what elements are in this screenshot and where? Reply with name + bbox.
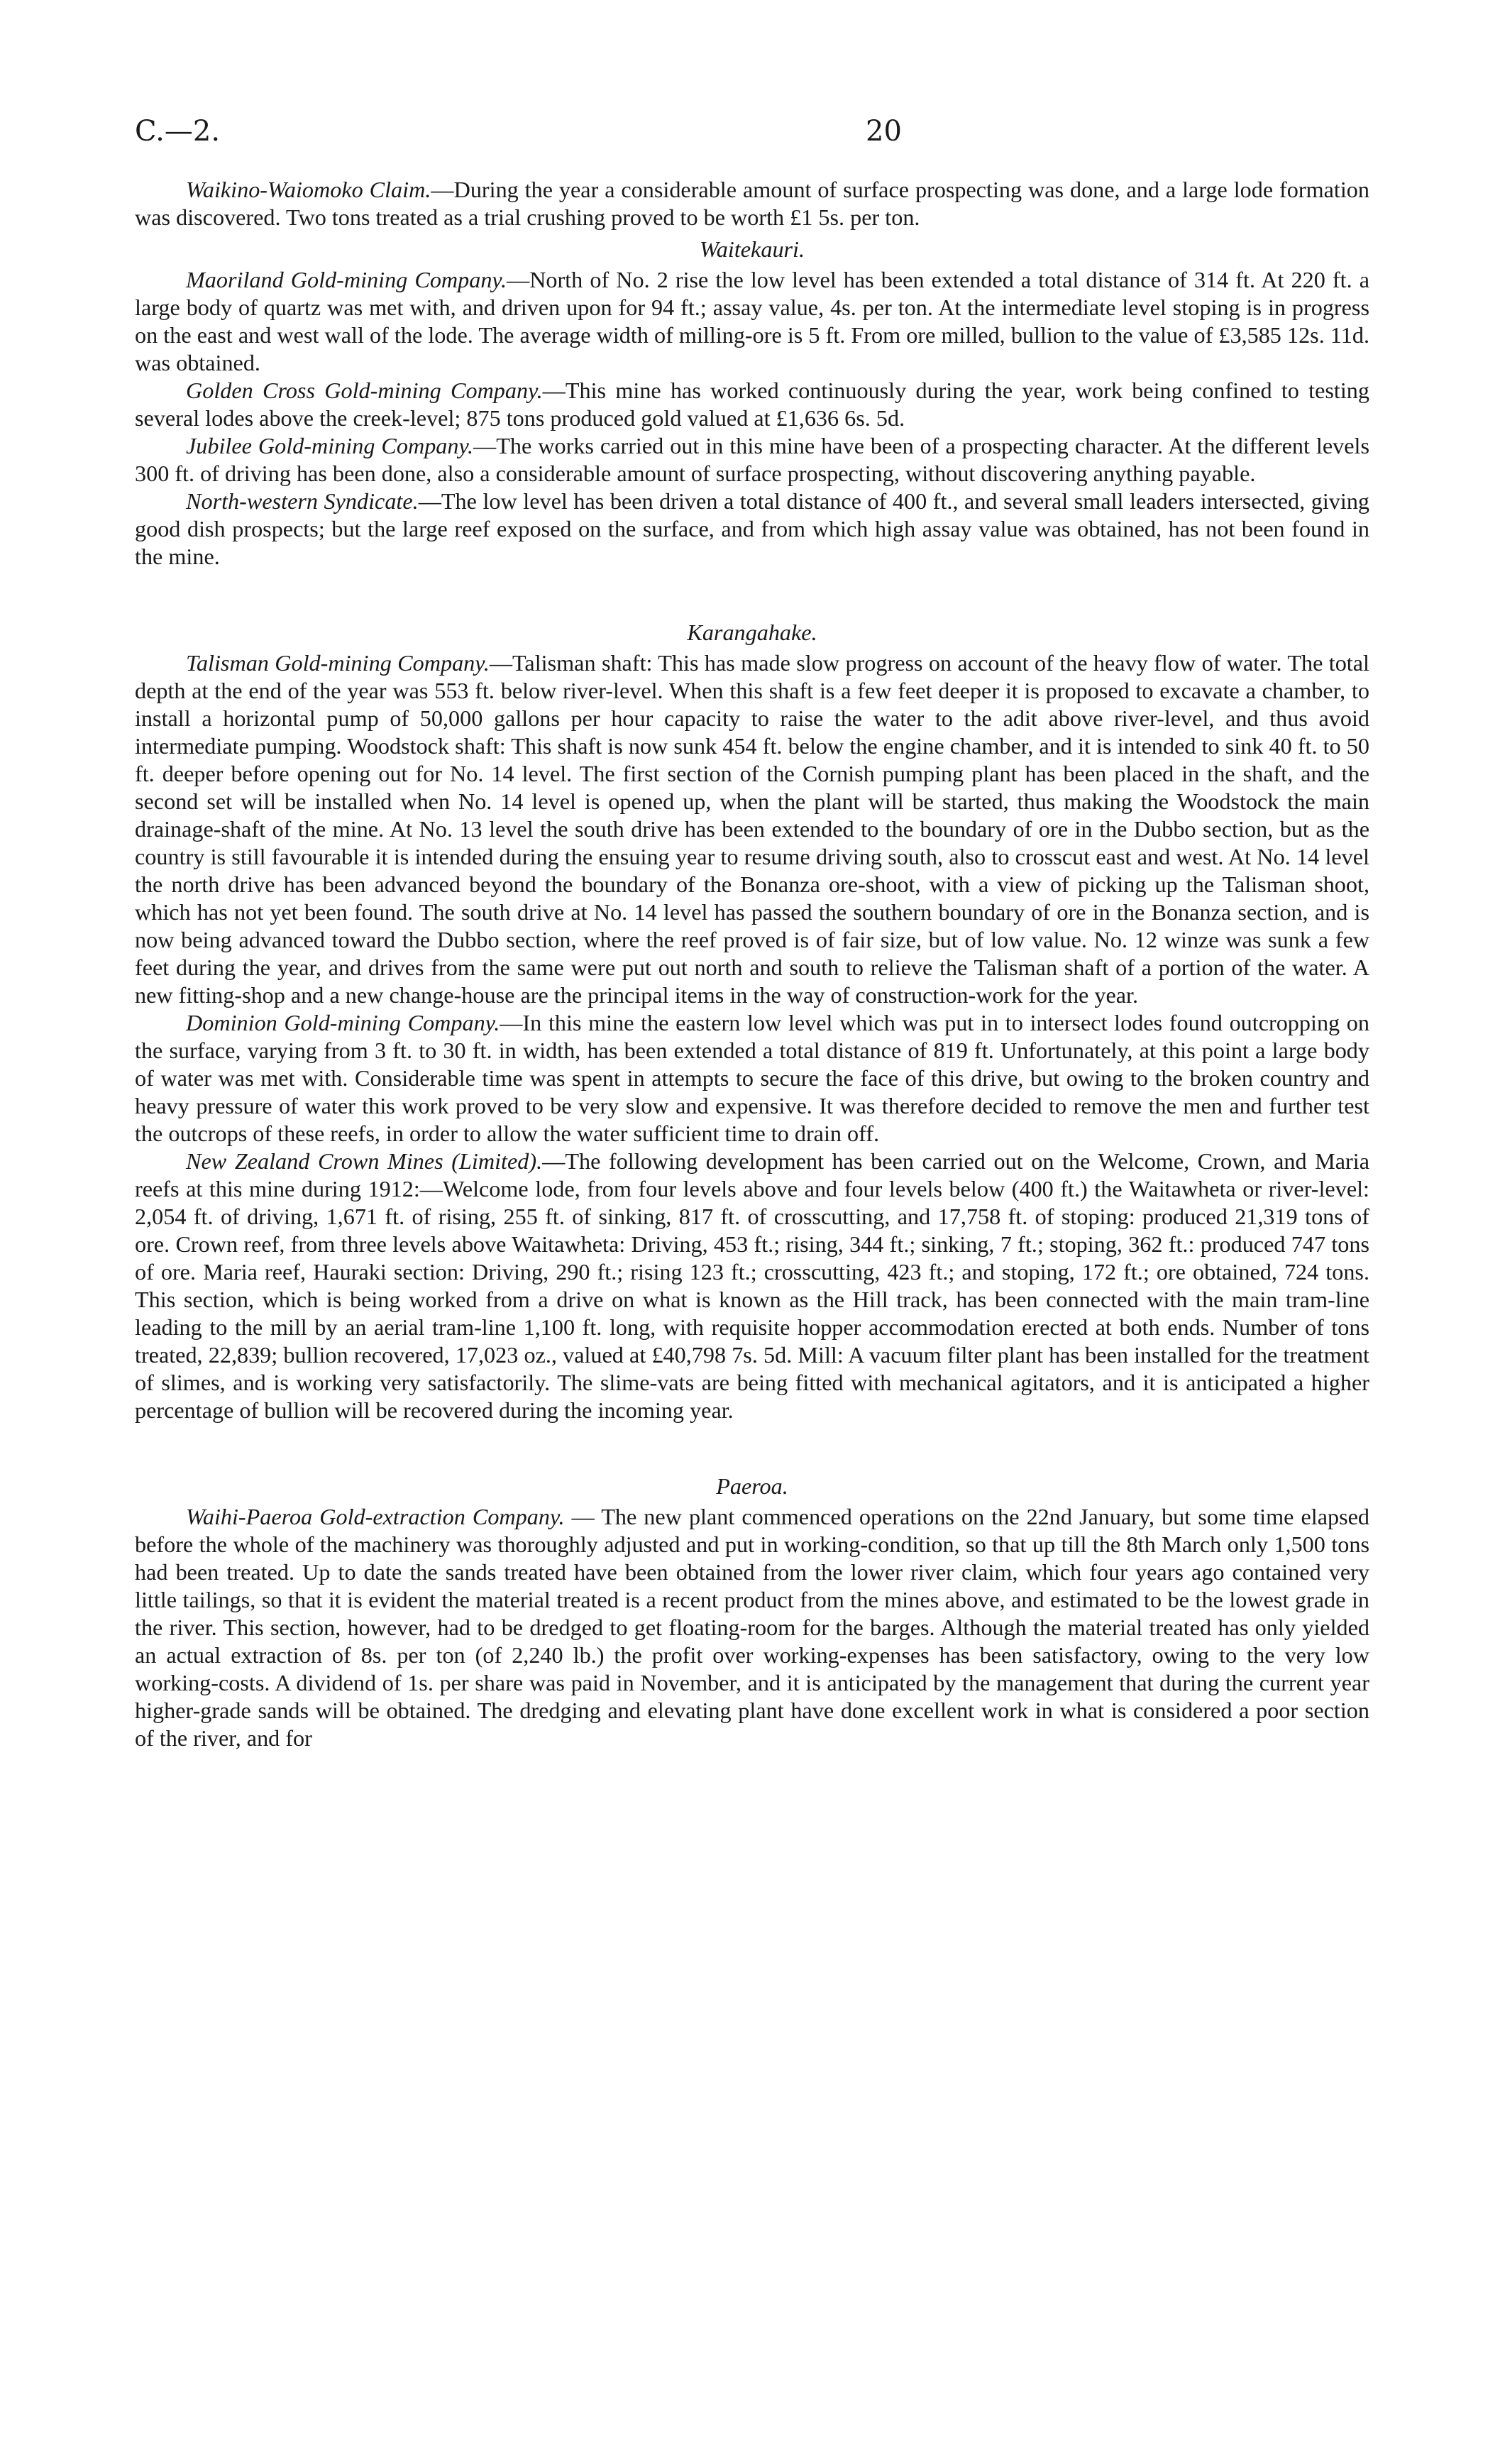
document-reference: C.—2.: [135, 115, 221, 148]
paragraph-lead: Golden Cross Gold-mining Company.: [186, 378, 543, 403]
page-header: [135, 115, 1369, 158]
paragraph-lead: North-western Syndicate.: [186, 488, 419, 514]
paragraph-text: —The low level has been driven a total distance of 400 ft., and several small leaders intersected, giving good dish prospects; but the large reef exposed on the surface, and from which high assay value was obtained, has not been found in the mine.: [135, 488, 1370, 569]
paragraph-lead: Waikino-Waiomoko Claim.: [186, 177, 431, 202]
section-heading-waitekauri: Waitekauri.: [699, 236, 805, 262]
paragraph-golden-cross: [135, 377, 1369, 432]
paragraph-text: —North of No. 2 rise the low level has been extended a total distance of 314 ft. At 220 ft. a large body of quartz was met with, and driven upon for 94 ft.; assay value, 4s. per ton. At the intermediate level stoping is in progress on the east and west wall of the lode. The average width of milling-ore is 5 ft. From ore milled, bullion to the value of £3,585 12s. 11d. was obtained.: [135, 267, 1369, 375]
paragraph-lead: New Zealand Crown Mines (Limited).: [186, 1148, 543, 1174]
paragraph-lead: Talisman Gold-mining Company.: [186, 650, 490, 676]
paragraph-text: — The new plant commenced operations on the 22nd January, but some time elapsed before the whole of the machinery was thoroughly adjusted and put in working-condition, so that up till the 8th March only 1,500 tons had been treated. Up to date the sands treated have been obtained from the lower river claim, which four years ago contained very little tailings, so that it is evident the material treated is a recent product from the mines above, and estimated to be the lowest grade in the river. This section, however, had to be dredged to get floating-room for the barges. Although the material treated has only yielded an actual extraction of 8s. per ton (of 2,240 lb.) the profit over working-expenses has been satisfactory, owing to the very low working-costs. A dividend of 1s. per share was paid in November, and it is anticipated by the management that during the current year higher-grade sands will be obtained. The dredging and elevating plant have done excellent work in what is considered a poor section of the river, and for: [135, 1504, 1369, 1751]
paragraph-lead: Dominion Gold-mining Company.: [186, 1010, 500, 1035]
paragraph-talisman: [135, 649, 1369, 1009]
paragraph-lead: Waihi-Paeroa Gold-extraction Company.: [186, 1504, 565, 1529]
paragraph-dominion: [135, 1009, 1369, 1148]
paragraph-lead: Maoriland Gold-mining Company.: [186, 267, 507, 292]
section-heading-karangahake: Karangahake.: [687, 620, 817, 645]
paragraph-maoriland: [135, 266, 1369, 377]
paragraph-text: —This mine has worked continuously during the year, work being confined to testing several lodes above the creek-level; 875 tons produced gold valued at £1,636 6s. 5d.: [135, 378, 1369, 431]
paragraph-lead: Jubilee Gold-mining Company.: [186, 433, 474, 458]
paragraph-text: —During the year a considerable amount of surface prospecting was done, and a large lode formation was discovered. Two tons treated as a trial crushing proved to be worth £1 5s. per ton.: [135, 177, 1369, 230]
section-heading-paeroa: Paeroa.: [716, 1473, 788, 1499]
paragraph-text: —The works carried out in this mine have been of a prospecting character. At the different levels 300 ft. of driving has been done, also a considerable amount of surface prospecting, without discovering anything payable.: [135, 433, 1369, 486]
paragraph-nz-crown-mines: [135, 1148, 1369, 1424]
body-text: [135, 176, 1369, 1752]
page-number: 20: [866, 115, 902, 148]
paragraph-jubilee: [135, 432, 1369, 488]
paragraph-waikino-waiomoko: [135, 176, 1369, 231]
paragraph-waihi-paeroa: [135, 1503, 1369, 1752]
paragraph-text: —In this mine the eastern low level which was put in to intersect lodes found outcropping on the surface, varying from 3 ft. to 30 ft. in width, has been extended a total distance of 819 ft. Unfortunately, at this point a large body of water was met with. Considerable time was spent in attempts to secure the face of this drive, but owing to the broken country and heavy pressure of water this work proved to be very slow and expensive. It was therefore decided to remove the men and further test the outcrops of these reefs, in order to allow the water sufficient time to drain off.: [135, 1010, 1369, 1146]
paragraph-north-western: [135, 488, 1369, 571]
paragraph-text: —Talisman shaft: This has made slow progress on account of the heavy flow of water. The total depth at the end of the year was 553 ft. below river-level. When this shaft is a few feet deeper it is proposed to excavate a chamber, to install a horizontal pump of 50,000 gallons per hour capacity to raise the water to the adit above river-level, and thus avoid intermediate pumping. Woodstock shaft: This shaft is now sunk 454 ft. below the engine chamber, and it is intended to sink 40 ft. to 50 ft. deeper before opening out for No. 14 level. The first section of the Cornish pumping plant has been placed in the shaft, and the second set will be installed when No. 14 level is opened up, when the plant will be started, thus making the Woodstock the main drainage-shaft of the mine. At No. 13 level the south drive has been extended to the boundary of ore in the Dubbo section, but as the country is still favourable it is intended during the ensuing year to resume driving south, also to crosscut east and west. At No. 14 level the north drive has been advanced beyond the boundary of the Bonanza ore-shoot, with a view of picking up the Talisman shoot, which has not yet been found. The south drive at No. 14 level has passed the southern boundary of ore in the Bonanza section, and is now being advanced toward the Dubbo section, where the reef proved is of fair size, but of low value. No. 12 winze was sunk a few feet during the year, and drives from the same were put out north and south to relieve the Talisman shaft of a portion of the water. A new fitting-shop and a new change-house are the principal items in the way of construction-work for the year.: [135, 650, 1369, 1008]
paragraph-text: —The following development has been carried out on the Welcome, Crown, and Maria reefs at this mine during 1912:—Welcome lode, from four levels above and four levels below (400 ft.) the Waitawheta or river-level: 2,054 ft. of driving, 1,671 ft. of rising, 255 ft. of sinking, 817 ft. of crosscutting, and 17,758 ft. of stoping: produced 21,319 tons of ore. Crown reef, from three levels above Waitawheta: Driving, 453 ft.; rising, 344 ft.; sinking, 7 ft.; stoping, 362 ft.: produced 747 tons of ore. Maria reef, Hauraki section: Driving, 290 ft.; rising 123 ft.; crosscutting, 423 ft.; and stoping, 172 ft.; ore obtained, 724 tons. This section, which is being worked from a drive on what is known as the Hill track, has been connected with the main tram-line leading to the mill by an aerial tram-line 1,100 ft. long, with requisite hopper accommodation erected at both ends. Number of tons treated, 22,839; bullion recovered, 17,023 oz., valued at £40,798 7s. 5d. Mill: A vacuum filter plant has been installed for the treatment of slimes, and is working very satisfactorily. The slime-vats are being fitted with mechanical agitators, and it is anticipated a higher percentage of bullion will be recovered during the incoming year.: [135, 1148, 1370, 1423]
